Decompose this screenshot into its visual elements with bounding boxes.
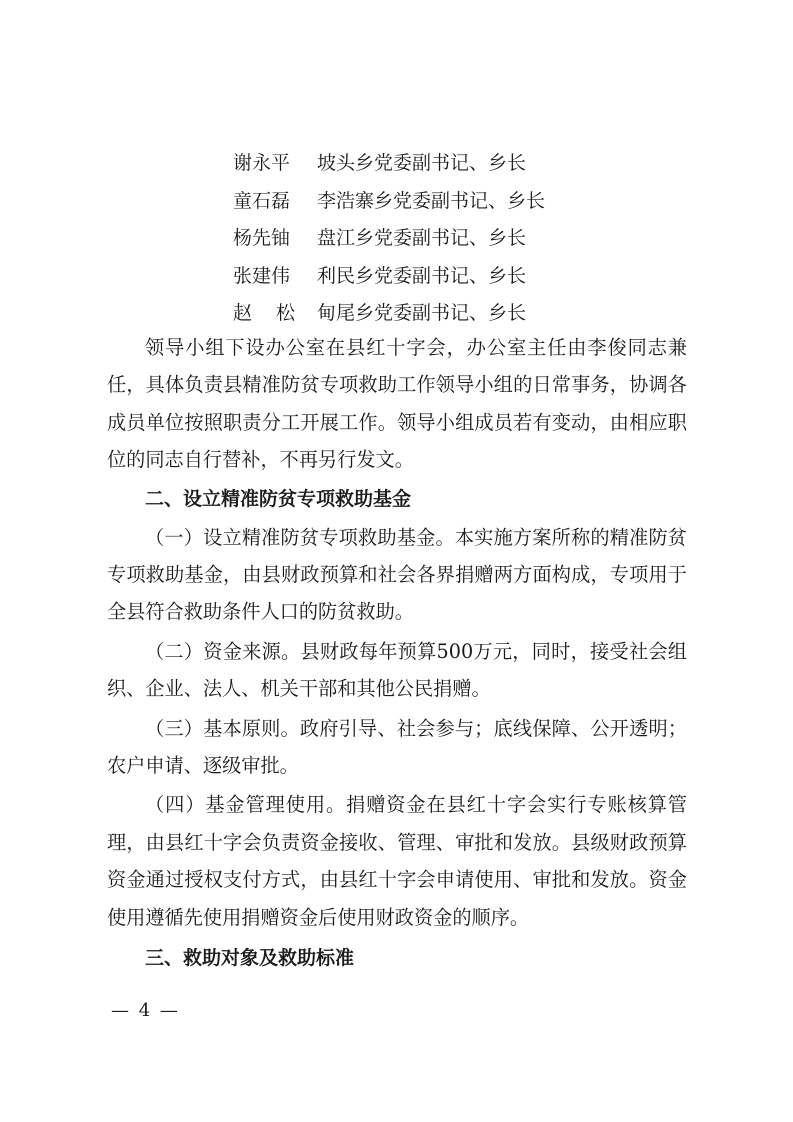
member-role: 坡头乡党委副书记、乡长 <box>317 152 527 174</box>
member-name: 张建伟 <box>233 264 291 287</box>
member-row <box>233 258 653 296</box>
paragraph-item-4: （四）基金管理使用。捐赠资金在县红十字会实行专账核算管理，由县红十字会负责资金接收、管理、审批和发放。县级财政预算资金通过授权支付方式，由县红十字会申请使用、审批和发放。资金使用遵循先使用捐赠资金后使用财政资金的顺序。 <box>107 793 687 929</box>
section-heading-3: 三、救助对象及救助标准 <box>145 947 355 970</box>
paragraph-item-2: （二）资金来源。县财政每年预算500万元，同时，接受社会组织、企业、法人、机关干部和其他公民捐赠。 <box>107 639 687 701</box>
member-list <box>233 145 653 333</box>
paragraph-item-3: （三）基本原则。政府引导、社会参与；底线保障、公开透明；农户申请、逐级审批。 <box>107 716 687 778</box>
member-row <box>233 145 653 183</box>
member-row <box>233 183 653 221</box>
member-role: 盘江乡党委副书记、乡长 <box>317 227 527 249</box>
member-name: 童石磊 <box>233 189 291 212</box>
section-heading-2: 二、设立精准防贫专项救助基金 <box>145 487 412 510</box>
paragraph-office: 领导小组下设办公室在县红十字会，办公室主任由李俊同志兼任，具体负责县精准防贫专项救助工作领导小组的日常事务，协调各成员单位按照职责分工开展工作。领导小组成员若有变动，由相应职位的同志自行替补，不再另行发文。 <box>107 336 687 472</box>
member-row <box>233 295 653 333</box>
member-role: 甸尾乡党委副书记、乡长 <box>317 302 527 324</box>
page-number: — 4 — <box>111 1000 180 1021</box>
member-role: 李浩寨乡党委副书记、乡长 <box>317 189 546 212</box>
member-role: 利民乡党委副书记、乡长 <box>317 264 527 287</box>
member-name: 赵松 <box>233 302 320 324</box>
member-row <box>233 220 653 258</box>
member-name: 杨先铀 <box>233 227 291 249</box>
body-text <box>107 329 687 978</box>
paragraph-item-1: （一）设立精准防贫专项救助基金。本实施方案所称的精准防贫专项救助基金，由县财政预算和社会各界捐赠两方面构成，专项用于全县符合救助条件人口的防贫救助。 <box>107 525 687 624</box>
member-name: 谢永平 <box>233 152 291 174</box>
